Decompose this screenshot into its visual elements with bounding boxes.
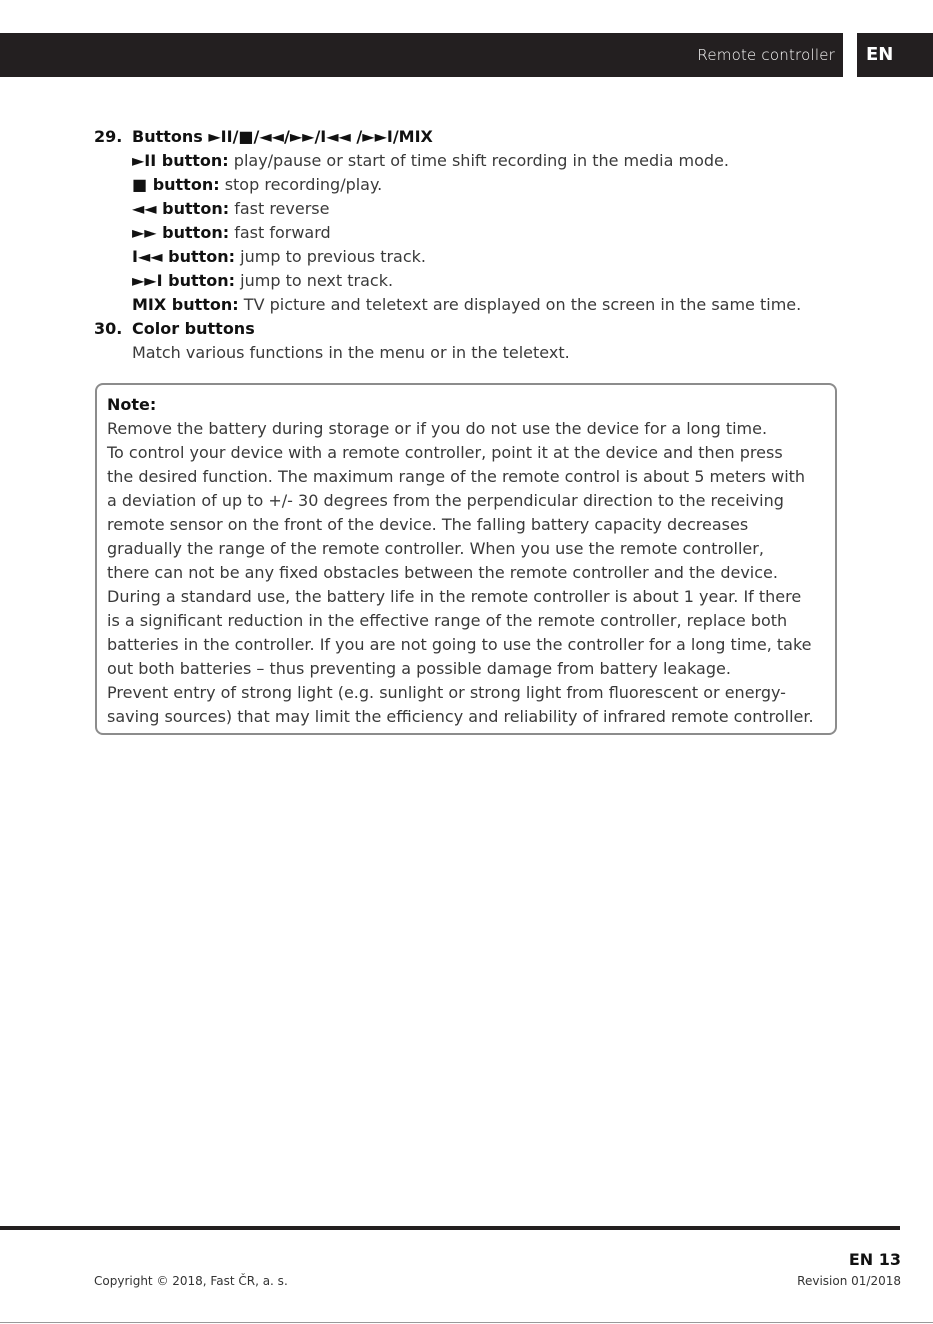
note-line: Prevent entry of strong light (e.g. sunlight or strong light from fluorescent or energy- [107, 683, 786, 702]
button-text: fast reverse [229, 199, 330, 218]
item-description: Match various functions in the menu or in the teletext. [132, 343, 570, 362]
note-line: To control your device with a remote controller, point it at the device and then press [107, 443, 783, 462]
language-tab: EN [857, 33, 933, 77]
note-line: the desired function. The maximum range of the remote control is about 5 meters with [107, 467, 806, 486]
note-line: is a significant reduction in the effective range of the remote controller, replace both [107, 611, 788, 630]
note-line: a deviation of up to +/- 30 degrees from the perpendicular direction to the receiving [107, 491, 784, 510]
button-label: MIX button: [132, 295, 239, 314]
button-text: stop recording/play. [219, 175, 383, 194]
note-line: saving sources) that may limit the efficiency and reliability of infrared remote controller. [107, 707, 814, 726]
list-item-30 [94, 317, 854, 365]
note-title: Note: [107, 395, 157, 414]
note-line: gradually the range of the remote controller. When you use the remote controller, [107, 539, 764, 558]
header-bar [0, 33, 843, 77]
item-heading [94, 317, 854, 341]
revision-text: Revision 01/2018 [797, 1274, 901, 1288]
section-title: Remote controller [697, 46, 835, 64]
footer-divider [0, 1226, 900, 1230]
button-text: play/pause or start of time shift recording in the media mode. [228, 151, 729, 170]
note-line: During a standard use, the battery life in the remote controller is about 1 year. If there [107, 587, 802, 606]
item-number: 29. [94, 127, 123, 146]
note-line: there can not be any fixed obstacles between the remote controller and the device. [107, 563, 778, 582]
button-label: ◄◄ button: [132, 199, 230, 218]
button-text: fast forward [229, 223, 331, 242]
button-description [94, 293, 854, 317]
note-box [95, 383, 837, 735]
button-text: jump to previous track. [235, 247, 427, 266]
item-title: Buttons ►II/■/◄◄/►►/I◄◄ /►►I/MIX [132, 127, 433, 146]
item-heading [94, 125, 854, 149]
page-number: EN 13 [848, 1250, 901, 1269]
note-line: batteries in the controller. If you are not going to use the controller for a long time, take [107, 635, 812, 654]
button-label: ►►I button: [132, 271, 236, 290]
note-line: remote sensor on the front of the device. The falling battery capacity decreases [107, 515, 749, 534]
button-text: jump to next track. [235, 271, 394, 290]
note-line: out both batteries – thus preventing a possible damage from battery leakage. [107, 659, 731, 678]
button-description [94, 221, 854, 245]
button-description [94, 245, 854, 269]
button-description [94, 173, 854, 197]
button-label: ■ button: [132, 175, 220, 194]
item-number: 30. [94, 319, 123, 338]
copyright-text: Copyright © 2018, Fast ČR, a. s. [94, 1274, 288, 1288]
page-bottom-divider [0, 1322, 933, 1323]
button-text: TV picture and teletext are displayed on the screen in the same time. [238, 295, 802, 314]
note-line: Remove the battery during storage or if you do not use the device for a long time. [107, 419, 768, 438]
button-label: ►II button: [132, 151, 229, 170]
list-item-29 [94, 125, 854, 317]
button-description [94, 149, 854, 173]
button-description [94, 197, 854, 221]
button-label: I◄◄ button: [132, 247, 236, 266]
main-content [94, 125, 854, 365]
button-label: ►► button: [132, 223, 230, 242]
item-title: Color buttons [132, 319, 255, 338]
button-description [94, 269, 854, 293]
